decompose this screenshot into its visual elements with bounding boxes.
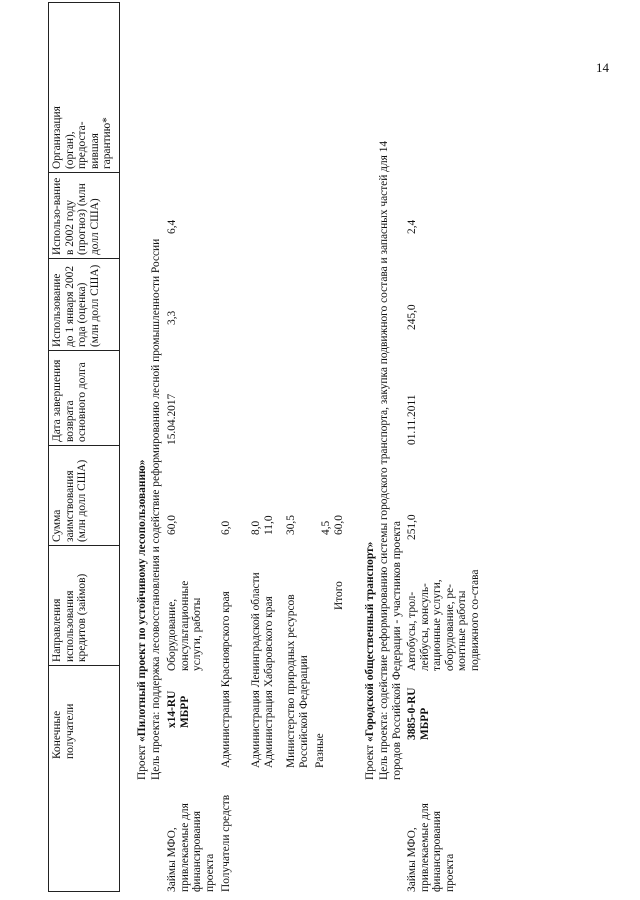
project1-end-date: 15.04.2017 bbox=[166, 393, 178, 445]
recipient-name: Разные bbox=[314, 733, 326, 768]
project2-amount: 251,0 bbox=[406, 514, 418, 540]
project2-purpose: Автобусы, трол-лейбусы, консуль-тационные услуги, оборудование, ре-монтные работы подвижного со-става bbox=[406, 569, 481, 671]
recipient-amount: 30,5 bbox=[285, 515, 297, 535]
project1-amount: 60,0 bbox=[166, 515, 178, 535]
project1-used-before: 3,3 bbox=[166, 310, 178, 325]
header-used-2002: Использо-вание в 2002 году (прогноз) (млн долл США) bbox=[51, 177, 101, 255]
project2-end-date: 01.11.2011 bbox=[406, 394, 418, 445]
recipient-name: Администрация Ленинградской области bbox=[250, 572, 262, 768]
project1-goal: Цель проекта: поддержка лесовосстановления и содействие реформированию лесной промышленности России bbox=[150, 238, 162, 780]
table-header bbox=[48, 2, 120, 892]
page-number: 14 bbox=[596, 60, 609, 75]
recipient-amount: 8,0 bbox=[250, 520, 262, 535]
header-directions: Направления использования кредитов (займов) bbox=[51, 573, 89, 662]
project2-lender: МБРР bbox=[419, 707, 431, 740]
project2-loan-code: 3885-0-RU bbox=[406, 687, 418, 740]
project2-goal: Цель проекта: содействие реформированию системы городского транспорта, закупка подвижного состава и запасных частей для 14 городов Российской Федерации - участников проекта bbox=[378, 140, 403, 780]
project1-lender: МБРР bbox=[179, 695, 191, 728]
project1-title: Проект «Пилотный проект по устойчивому лесопользованию» bbox=[136, 459, 148, 780]
header-used-before: Использование до 1 января 2002 года (оценка) (млн долл США) bbox=[51, 264, 101, 347]
project1-total: 60,0 bbox=[333, 515, 345, 535]
project2-used-2002: 2,4 bbox=[406, 219, 418, 234]
recipient-name: Администрация Красноярского края bbox=[220, 591, 232, 768]
recipient-amount: 11,0 bbox=[263, 515, 275, 535]
project1-total-label: Итого bbox=[333, 581, 345, 610]
recipient-amount: 4,5 bbox=[320, 520, 332, 535]
recipient-amount: 6,0 bbox=[220, 520, 232, 535]
project2-used-before: 245,0 bbox=[406, 304, 418, 330]
header-end-date: Дата завершения возврата основного долга bbox=[51, 359, 89, 442]
project1-loan-code: x14-RU bbox=[166, 690, 178, 728]
header-recipients: Конечные получатели bbox=[51, 703, 76, 759]
recipient-name: Министерство природных ресурсов Российской Федерации bbox=[285, 594, 310, 768]
header-guarantor: Организация (орган), предоста-вившая гарантию* bbox=[51, 106, 114, 169]
project2-loans-label: Займы МФО, привлекаемые для финансирования проекта bbox=[406, 803, 456, 892]
project1-loans-label: Займы МФО, привлекаемые для финансирования проекта bbox=[166, 803, 216, 892]
project1-purpose: Оборудование, консультационные услуги, работы bbox=[166, 580, 204, 671]
recipient-name: Администрация Хабаровского края bbox=[263, 596, 275, 768]
project2-title: Проект «Городской общественный транспорт» bbox=[364, 541, 376, 780]
project1-used-2002: 6,4 bbox=[166, 219, 178, 234]
header-amount: Сумма заимствования (млн долл США) bbox=[51, 459, 89, 542]
project1-recipients-label: Получатели средств bbox=[220, 794, 232, 892]
